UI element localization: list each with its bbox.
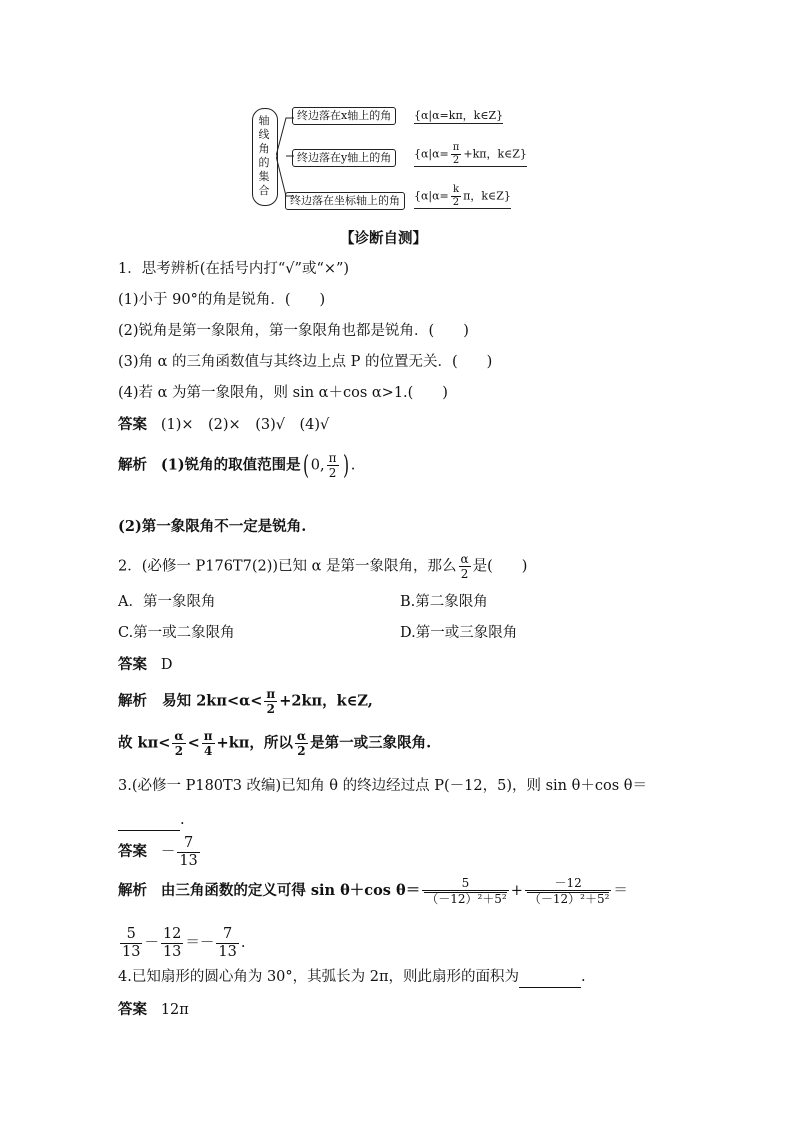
q1-title: 1．思考辨析(在括号内打“√”或“×”) xyxy=(118,261,350,277)
q2-option-b: B.第二象限角 xyxy=(400,594,488,610)
q2-analysis-1: 解析 易知 2kπ<α< $\frac{\pi}{2}$ +2kπ，k∈Z, xyxy=(118,687,373,716)
vertical-label: 轴 线 角 的 集 合 xyxy=(258,114,270,197)
row-y-set: {α|α= $\frac{\pi}{2}$ +kπ，k∈Z} xyxy=(414,142,527,166)
q2-stem: 2．(必修一 P176T7(2))已知 α 是第一象限角，那么 $\frac{\alpha}{2}$ 是( ) xyxy=(118,552,528,581)
row-y-label: 终边落在y轴上的角 xyxy=(292,149,396,167)
q1-item-4: (4)若 α 为第一象限角，则 sin α＋cos α>1.( ) xyxy=(118,385,448,401)
section-title: 【诊断自测】 xyxy=(340,230,427,247)
row-axis-set: {α|α= $\frac{k}{2}$ π，k∈Z} xyxy=(414,184,511,208)
q3-blank: . xyxy=(118,810,185,831)
q1-analysis-1: 解析 (1)锐角的取值范围是( 0, $\frac{\pi}{2}$ ) . xyxy=(118,450,356,481)
q1-answer xyxy=(118,415,329,435)
q4-stem: 4.已知扇形的圆心角为 30°，其弧长为 2π，则此扇形的面积为 . xyxy=(118,967,586,988)
q1-analysis-2: (2)第一象限角不一定是锐角. xyxy=(118,518,307,535)
row-x-label: 终边落在x轴上的角 xyxy=(292,107,396,125)
q1-item-1: (1)小于 90°的角是锐角．( ) xyxy=(118,292,326,308)
row-axis-label: 终边落在坐标轴上的角 xyxy=(285,192,405,210)
answer-label: 答案 xyxy=(118,416,147,433)
q2-option-c: C.第一或二象限角 xyxy=(118,625,235,641)
q2-option-a: A．第一象限角 xyxy=(118,594,216,610)
answer-text: (1)× (2)× (3)√ (4)√ xyxy=(160,417,330,433)
q2-analysis-2: 故 kπ< $\frac{\alpha}{2}$ < $\frac{\pi}{4}$ +kπ，所以 $\frac{\alpha}{2}$ 是第一或三象限角. xyxy=(118,729,432,758)
q3-stem: 3.(必修一 P180T3 改编)已知角 θ 的终边经过点 P(－12，5)，则 sin θ＋cos θ＝ xyxy=(118,778,647,794)
q3-analysis-1: 解析 由三角函数的定义可得 sin θ＋cos θ＝ $\frac{5}{\text{（－12）²＋5²}}$ + $\frac{-12}{\text{（－12）²＋5²}}$ ＝ xyxy=(118,876,628,906)
q3-analysis-2: $\frac{5}{13}$ － $\frac{12}{13}$ ＝－ $\frac{7}{13}$ . xyxy=(122,926,246,960)
q4-answer: 答案 12π xyxy=(118,1001,189,1018)
q2-option-d: D.第一或三象限角 xyxy=(400,625,518,641)
q1-item-2: (2)锐角是第一象限角，第一象限角也都是锐角．( ) xyxy=(118,323,469,339)
q3-answer: 答案 － $\frac{7}{13}$ xyxy=(118,835,198,869)
q1-item-3: (3)角 α 的三角函数值与其终边上点 P 的位置无关．( ) xyxy=(118,354,493,370)
row-x-set: {α|α=kπ，k∈Z} xyxy=(414,109,504,122)
q2-answer: 答案 D xyxy=(118,656,173,673)
